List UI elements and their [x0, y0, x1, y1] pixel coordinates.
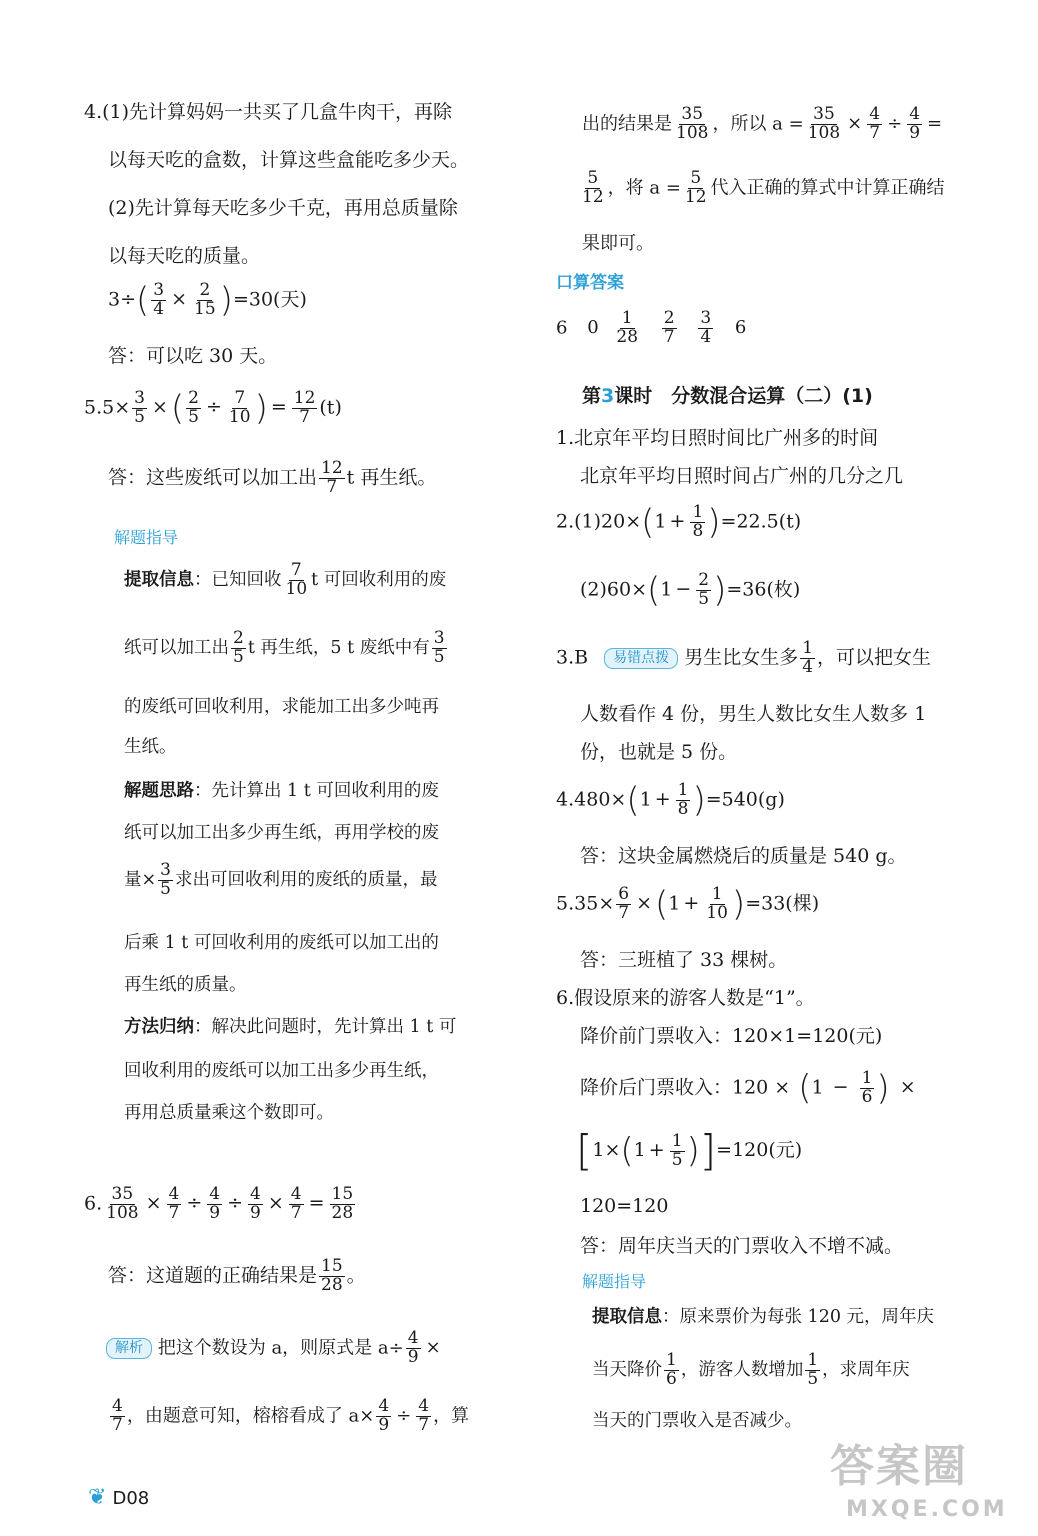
extract-text-b: t 可回收利用的废 — [311, 569, 447, 590]
cont-frac-6 — [683, 170, 709, 207]
frac-num: 4 — [209, 1184, 221, 1204]
page-number: D08 — [112, 1488, 150, 1509]
r6-line5: 120=120 — [580, 1195, 669, 1217]
q6-answer — [108, 1258, 366, 1295]
paren-close: ) — [692, 780, 706, 821]
r5-pre: 35× — [574, 892, 615, 915]
q5-lead: 5× — [102, 396, 131, 419]
frac-num: 1 — [861, 1068, 873, 1088]
q4-line1 — [84, 100, 452, 125]
right-column — [552, 0, 992, 1536]
leaf-icon: ❦ — [88, 1485, 107, 1510]
extract-frac-3 — [432, 630, 447, 667]
q5-frac-2 — [186, 390, 201, 427]
q6-answer-pre: 答：这道题的正确结果是 — [108, 1264, 318, 1287]
kousuan-frac-1 — [614, 310, 640, 347]
extract-frac-2 — [231, 630, 246, 667]
frac-num: 1 — [802, 638, 814, 658]
guide-right-frac-2 — [805, 1352, 820, 1389]
frac-den: 5 — [698, 588, 710, 609]
guide-method-line3: 再用总质量乘这个数即可。 — [124, 1103, 334, 1123]
cont-text-c: ，将 a = — [607, 177, 681, 199]
frac-num: 35 — [681, 104, 704, 124]
bracket-open: [ — [576, 1126, 593, 1175]
r4-post: =540(g) — [705, 788, 785, 811]
r2-b-post: =36(枚) — [726, 578, 801, 601]
frac-den: 7 — [326, 476, 338, 497]
frac-den: 28 — [321, 1274, 343, 1295]
q4-line2: 以每天吃的盒数，计算这些盒能吃多少天。 — [108, 149, 470, 171]
plus-op: + — [654, 788, 671, 811]
guide-right-line2 — [592, 1352, 910, 1389]
q6-frac-1 — [104, 1186, 140, 1223]
q4-equation — [108, 282, 307, 319]
paren-close: ) — [686, 1131, 700, 1171]
times-op: × — [145, 1192, 162, 1215]
guide-right-text-a: ：原来票价为每张 120 元，周年庆 — [662, 1307, 935, 1327]
kousuan-value: 6 — [734, 317, 747, 339]
frac-den: 4 — [700, 326, 712, 347]
plus-op: + — [683, 892, 700, 915]
q6-frac-3 — [207, 1186, 222, 1223]
r6-line4-post: =120(元) — [716, 1139, 803, 1161]
frac-den: 108 — [106, 1202, 139, 1223]
paren-open: ( — [136, 280, 150, 321]
frac-den: 9 — [378, 1414, 390, 1435]
frac-num: 3 — [700, 308, 712, 328]
divide-op: ÷ — [206, 396, 222, 419]
q6-answer-post: 。 — [346, 1264, 366, 1287]
q5-answer — [108, 460, 436, 497]
q6-explain-line1 — [106, 1330, 444, 1367]
frac-den: 12 — [684, 186, 707, 207]
r2-b-pre: (2)60× — [580, 578, 648, 601]
times-op: × — [171, 288, 188, 311]
r2-a-frac — [690, 504, 705, 541]
q4-line4: 以每天吃的质量。 — [108, 245, 261, 267]
r4-number: 4. — [556, 788, 575, 811]
frac-num: 4 — [869, 104, 881, 124]
r6-frac-2 — [670, 1130, 685, 1170]
paren-open: ( — [626, 780, 640, 821]
frac-num: 2 — [233, 628, 244, 648]
explain-frac-3 — [376, 1398, 391, 1435]
frac-num: 2 — [663, 308, 675, 328]
explain-frac-2 — [110, 1398, 125, 1435]
kousuan-value: 6 — [556, 317, 568, 339]
frac-den: 4 — [153, 298, 165, 319]
q5-equation — [84, 390, 342, 427]
frac-den: 28 — [331, 1202, 354, 1223]
q5-answer-post: t 再生纸。 — [346, 466, 437, 489]
q5-frac-3 — [227, 390, 253, 427]
r6-frac-1 — [860, 1070, 875, 1107]
frac-den: 8 — [677, 798, 689, 819]
frac-num: 2 — [199, 280, 211, 300]
r2-line2: (2)60×(1 − $\frac{2}{5}$ )=36(枚) — [580, 570, 801, 611]
q6-frac-2 — [167, 1186, 182, 1223]
r3-text-b: ，可以把女生 — [817, 646, 932, 669]
cont-text-d: 代入正确的算式中计算正确结 — [710, 177, 945, 199]
think-text-c: 量× — [124, 869, 157, 890]
frac-num: 4 — [290, 1184, 302, 1204]
frac-num: 5 — [587, 168, 599, 188]
paren-close: ) — [219, 280, 233, 321]
kousuan-value: 0 — [587, 317, 599, 339]
cont-text-a: 出的结果是 — [582, 113, 672, 135]
frac-den: 7 — [418, 1414, 430, 1435]
explain-tag: 解析 — [106, 1338, 152, 1359]
r6-line2: 降价前门票收入：120×1=120(元) — [580, 1025, 883, 1047]
r2-number: 2. — [556, 510, 575, 533]
left-column — [84, 0, 524, 1536]
q4-frac-2 — [192, 282, 218, 319]
cont-frac-5 — [580, 170, 606, 207]
frac-num: 4 — [909, 104, 921, 124]
r4-equation: 4.480×(1 + $\frac{1}{8}$ )=540(g) — [556, 780, 785, 821]
frac-num: 1 — [807, 1350, 819, 1370]
q6-equation — [84, 1186, 357, 1223]
frac-den: 5 — [160, 878, 171, 899]
guide-right-line1 — [592, 1306, 934, 1329]
explain-text-a: 把这个数设为 a，则原式是 a÷ — [157, 1337, 404, 1359]
q4-text-1: (1)先计算妈妈一共买了几盒牛肉干，再除 — [102, 101, 453, 123]
frac-num: 1 — [621, 308, 633, 328]
minus-op: − — [826, 1076, 855, 1099]
guide-method-line1 — [124, 1016, 456, 1039]
extract-text-d: t 再生纸，5 t 废纸中有 — [247, 637, 430, 658]
frac-den: 5 — [188, 406, 199, 427]
extract-frac-1 — [284, 562, 310, 599]
frac-num: 4 — [378, 1396, 390, 1416]
mistake-tip-tag: 易错点拨 — [604, 648, 678, 669]
paren-open: ( — [798, 1068, 812, 1109]
paren-close: ) — [731, 884, 746, 925]
think-frac — [158, 862, 173, 899]
paren-close: ) — [713, 570, 727, 611]
frac-den: 10 — [285, 578, 308, 599]
frac-den: 7 — [663, 326, 675, 347]
r5-frac-2 — [704, 886, 730, 923]
extract-label: 提取信息 — [124, 569, 194, 590]
think-text-a: ：先计算出 1 t 可回收利用的废 — [194, 781, 439, 801]
lesson-title: 课时 分数混合运算（二）(1) — [614, 385, 873, 407]
paren-close: ) — [254, 388, 268, 429]
cont-frac-4 — [907, 106, 922, 143]
explain-text-c: ，算 — [433, 1405, 470, 1427]
cont-line2 — [578, 170, 945, 207]
guide-right-frac-1 — [664, 1352, 679, 1389]
equals-op: = — [927, 113, 943, 135]
guide-extract-line2 — [124, 630, 449, 667]
r3-line3: 份，也就是 5 份。 — [580, 741, 738, 763]
r6-number: 6. — [556, 987, 575, 1009]
frac-den: 9 — [209, 1202, 221, 1223]
guide-think-line1 — [124, 780, 439, 803]
q4-frac-1 — [151, 282, 166, 319]
r4-frac — [676, 782, 691, 819]
frac-den: 10 — [228, 406, 251, 427]
frac-num: 7 — [234, 388, 246, 408]
times-op: × — [899, 1076, 916, 1099]
lesson-number: 3 — [601, 385, 615, 407]
guide-title-right: 解题指导 — [582, 1272, 647, 1291]
paren-open: ( — [647, 570, 661, 611]
minus-op: − — [675, 578, 692, 601]
frac-num: 12 — [293, 388, 316, 408]
guide-right-text-d: ，求周年庆 — [822, 1359, 910, 1380]
q6-explain-line2 — [108, 1398, 469, 1435]
frac-num: 12 — [321, 458, 343, 478]
frac-den: 7 — [112, 1414, 123, 1435]
q6-answer-frac — [319, 1258, 345, 1295]
frac-num: 15 — [321, 1256, 343, 1276]
plus-op: + — [669, 510, 686, 533]
frac-den: 9 — [250, 1202, 261, 1223]
r3-answer: B — [574, 646, 589, 669]
think-label: 解题思路 — [124, 781, 194, 801]
q5-answer-pre: 答：这些废纸可以加工出 — [108, 466, 318, 489]
extract-label: 提取信息 — [592, 1307, 662, 1327]
frac-den: 5 — [433, 646, 445, 667]
frac-den: 12 — [582, 186, 604, 207]
kousuan-values — [556, 310, 746, 347]
frac-num: 3 — [134, 388, 145, 408]
r5-number: 5. — [556, 892, 575, 915]
q4-line3: (2)先计算每天吃多少千克，再用总质量除 — [108, 197, 458, 219]
r6-text-1: 假设原来的游客人数是“1”。 — [574, 987, 815, 1009]
guide-think-line4: 后乘 1 t 可回收利用的废纸可以加工出的 — [124, 933, 439, 953]
q6-number: 6. — [84, 1192, 103, 1215]
q5-frac-4 — [292, 390, 318, 427]
frac-num: 1 — [671, 1130, 683, 1151]
frac-num: 7 — [290, 560, 302, 580]
r4-pre: 480× — [574, 788, 627, 811]
frac-den: 108 — [807, 122, 841, 143]
times-op: × — [636, 892, 652, 915]
paren-open: ( — [170, 388, 185, 429]
cont-text-b: ，所以 a = — [712, 113, 804, 135]
equals-op: = — [270, 396, 287, 419]
times-op: × — [425, 1337, 441, 1359]
paren-close: ) — [876, 1068, 890, 1109]
bracket-close: ] — [699, 1126, 717, 1175]
frac-num: 4 — [418, 1396, 430, 1416]
r4-answer: 答：这块金属燃烧后的质量是 540 g。 — [580, 845, 907, 867]
think-text-d: 求出可回收利用的废纸的质量，最 — [175, 869, 438, 890]
divide-op: ÷ — [186, 1192, 203, 1215]
r1-line1 — [556, 426, 878, 451]
cont-frac-3 — [867, 106, 882, 143]
paren-open: ( — [641, 502, 655, 543]
r2-a-pre: (1)20× — [574, 510, 642, 533]
frac-num: 2 — [698, 570, 710, 590]
r6-line3: 降价后门票收入：120 × (1 − $\frac{1}{6}$ ) × — [580, 1068, 916, 1109]
r3-text-a: 男生比女生多 — [684, 646, 799, 669]
frac-num: 1 — [677, 780, 689, 800]
paren-close: ) — [707, 502, 721, 543]
r1-line2: 北京年平均日照时间占广州的几分之几 — [580, 465, 904, 487]
lesson-heading — [582, 384, 873, 409]
guide-think-line2: 纸可以加工出多少再生纸，再用学校的废 — [124, 823, 439, 843]
divide-op: ÷ — [396, 1405, 412, 1427]
times-op: × — [151, 396, 168, 419]
guide-extract-line1 — [124, 562, 446, 599]
q5-number: 5. — [84, 396, 103, 419]
kousuan-frac-2 — [662, 310, 677, 347]
times-op: × — [847, 113, 863, 135]
frac-den: 5 — [134, 406, 145, 427]
frac-num: 1 — [692, 502, 704, 522]
lesson-pre: 第 — [582, 385, 602, 407]
paren-open: ( — [620, 1131, 634, 1171]
frac-num: 6 — [618, 884, 630, 904]
r3-line1 — [556, 640, 931, 677]
frac-num: 3 — [160, 860, 171, 880]
frac-num: 4 — [407, 1328, 419, 1348]
frac-num: 1 — [711, 884, 723, 904]
r3-frac — [800, 640, 815, 677]
q6-frac-6 — [330, 1186, 356, 1223]
cont-frac-2 — [806, 106, 842, 143]
method-label: 方法归纳 — [124, 1017, 194, 1037]
r6-line3-pre: 降价后门票收入：120 × — [580, 1076, 791, 1099]
guide-think-line5: 再生纸的质量。 — [124, 975, 247, 995]
guide-extract-line4: 生纸。 — [124, 737, 177, 757]
explain-frac-1 — [406, 1330, 421, 1367]
divide-op: ÷ — [227, 1192, 244, 1215]
paren-open: ( — [655, 884, 669, 925]
frac-den: 5 — [233, 646, 244, 667]
q4-eq-prefix: 3÷ — [108, 288, 137, 311]
r5-answer: 答：三班植了 33 棵树。 — [580, 949, 788, 971]
r6-line1 — [556, 986, 815, 1011]
frac-den: 5 — [807, 1368, 819, 1389]
r2-b-frac — [696, 572, 711, 609]
r2-a-post: =22.5(t) — [720, 510, 802, 533]
frac-den: 108 — [676, 122, 709, 143]
frac-num: 15 — [331, 1184, 354, 1204]
r1-text-1: 北京年平均日照时间比广州多的时间 — [574, 427, 879, 449]
explain-frac-4 — [416, 1398, 431, 1435]
extract-text-a: ：已知回收 — [194, 569, 282, 590]
r1-number: 1. — [556, 427, 575, 449]
cont-frac-1 — [674, 106, 710, 143]
frac-den: 6 — [666, 1368, 677, 1389]
frac-den: 9 — [407, 1346, 419, 1367]
q4-answer: 答：可以吃 30 天。 — [108, 345, 278, 367]
r6-line4: [1×(1 + $\frac{1}{5}$ )]=120(元) — [576, 1126, 803, 1175]
frac-num: 3 — [153, 280, 165, 300]
frac-num: 4 — [112, 1396, 123, 1416]
frac-den: 4 — [802, 656, 814, 677]
frac-num: 1 — [666, 1350, 677, 1370]
r3-line2: 人数看作 4 份，男生人数比女生人数多 1 — [580, 703, 927, 725]
frac-num: 2 — [188, 388, 199, 408]
extract-text-c: 纸可以加工出 — [124, 637, 229, 658]
frac-num: 5 — [690, 168, 702, 188]
kousuan-title: 口算答案 — [556, 273, 624, 293]
frac-den: 7 — [168, 1202, 180, 1223]
r6-answer: 答：周年庆当天的门票收入不增不减。 — [580, 1235, 904, 1257]
frac-den: 5 — [671, 1149, 683, 1170]
frac-den: 10 — [706, 902, 728, 923]
method-text-a: ：解决此问题时，先计算出 1 t 可 — [194, 1017, 457, 1037]
frac-den: 7 — [299, 406, 310, 427]
q4-eq-result: =30(天) — [232, 288, 307, 311]
q6-frac-5 — [289, 1186, 304, 1223]
guide-right-text-b: 当天降价 — [592, 1359, 662, 1380]
equals-op: = — [308, 1192, 325, 1215]
r2-line1: 2.(1)20×(1 + $\frac{1}{8}$ )=22.5(t) — [556, 502, 802, 543]
frac-num: 4 — [250, 1184, 261, 1204]
cont-line1 — [582, 106, 945, 143]
frac-den: 15 — [194, 298, 216, 319]
guide-think-line3 — [124, 862, 438, 899]
guide-right-line3: 当天的门票收入是否减少。 — [592, 1411, 802, 1431]
q5-frac-1 — [132, 390, 147, 427]
kousuan-frac-3 — [698, 310, 713, 347]
frac-num: 3 — [433, 628, 445, 648]
page-footer — [88, 1484, 149, 1513]
r5-post: =33(棵) — [745, 892, 820, 915]
explain-text-b: ，由题意可知，榕榕看成了 a× — [126, 1405, 375, 1427]
plus-op: + — [648, 1139, 665, 1161]
frac-num: 35 — [111, 1184, 134, 1204]
guide-right-text-c: ，游客人数增加 — [680, 1359, 804, 1380]
frac-den: 8 — [692, 520, 704, 541]
guide-method-line2: 回收利用的废纸可以加工出多少再生纸， — [124, 1061, 439, 1081]
frac-den: 9 — [909, 122, 921, 143]
watermark-url: MXQE.COM — [846, 1497, 1008, 1522]
q5-answer-frac — [319, 460, 345, 497]
times-op: × — [267, 1192, 284, 1215]
guide-title: 解题指导 — [114, 528, 179, 547]
frac-num: 35 — [813, 104, 835, 124]
frac-den: 6 — [861, 1086, 873, 1107]
cont-line3: 果即可。 — [582, 233, 654, 254]
q6-frac-4 — [248, 1186, 263, 1223]
r5-frac-1 — [616, 886, 631, 923]
r3-number: 3. — [556, 646, 575, 669]
guide-extract-line3: 的废纸可回收利用，求能加工出多少吨再 — [124, 697, 439, 717]
q4-number: 4. — [84, 101, 103, 123]
watermark-logo: 答案圈 — [830, 1441, 968, 1492]
frac-den: 7 — [290, 1202, 302, 1223]
frac-den: 28 — [616, 326, 639, 347]
frac-num: 4 — [168, 1184, 180, 1204]
divide-op: ÷ — [887, 113, 903, 135]
frac-den: 7 — [618, 902, 630, 923]
frac-den: 7 — [869, 122, 881, 143]
q5-unit: (t) — [319, 396, 342, 419]
r5-equation: 5.35× $\frac{6}{7}$ ×(1 + $\frac{1}{10}$ )=33(棵) — [556, 884, 820, 925]
